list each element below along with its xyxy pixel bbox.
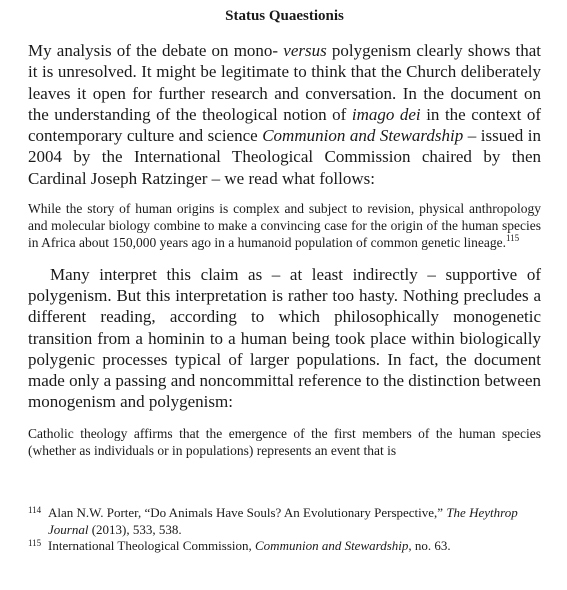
footnote-114 [28,505,541,538]
page-body [28,6,541,459]
section-heading: Status Quaestionis [225,8,344,24]
block-quote-origins: While the story of human origins is complex and subject to revision, physical anthropology and molecular biology combine to make a convincing case for the origin of the human species in Africa about 150,000 years ago in a humanoid population of common genetic lineage.$^{115}$ [28,201,541,251]
footnote-ref-115: 115 [506,233,520,244]
block-quote-catholic-theology: Catholic theology affirms that the emergence of the first members of the human species (whether as individuals or in populations) represents an event that is [28,425,541,458]
footnotes [28,505,541,555]
paragraph-intro: My analysis of the debate on mono- versus polygenism clearly shows that it is unresolved. It might be legitimate to think that the Church deliberately leaves it open for further research and conversation. In the document on the understanding of the theological notion of imago dei in the context of contemporary culture and science Communion and Stewardship – issued in 2004 by the International Theological Commission chaired by then Cardinal Joseph Ratzinger – we read what follows: [28,41,542,188]
footnote-text: International Theological Commission, Communion and Stewardship, no. 63. [48,538,451,553]
footnote-number: 114 [28,505,42,515]
footnote-number: 115 [28,538,42,548]
paragraph-interpretation: Many interpret this claim as – at least indirectly – supportive of polygenism. But this interpretation is rather too hasty. Nothing precludes a different reading, according to which philosophically monogenetic transition from a hominin to a human being took place within biologically polygenic processes typical of larger populations. In fact, the document made only a passing and noncommittal reference to the distinction between monogenism and polygenism: [28,264,541,412]
footnote-115 [28,538,541,555]
footnote-text: Alan N.W. Porter, “Do Animals Have Souls? An Evolutionary Perspective,” The Heythrop Journal (2013), 533, 538. [48,505,518,537]
